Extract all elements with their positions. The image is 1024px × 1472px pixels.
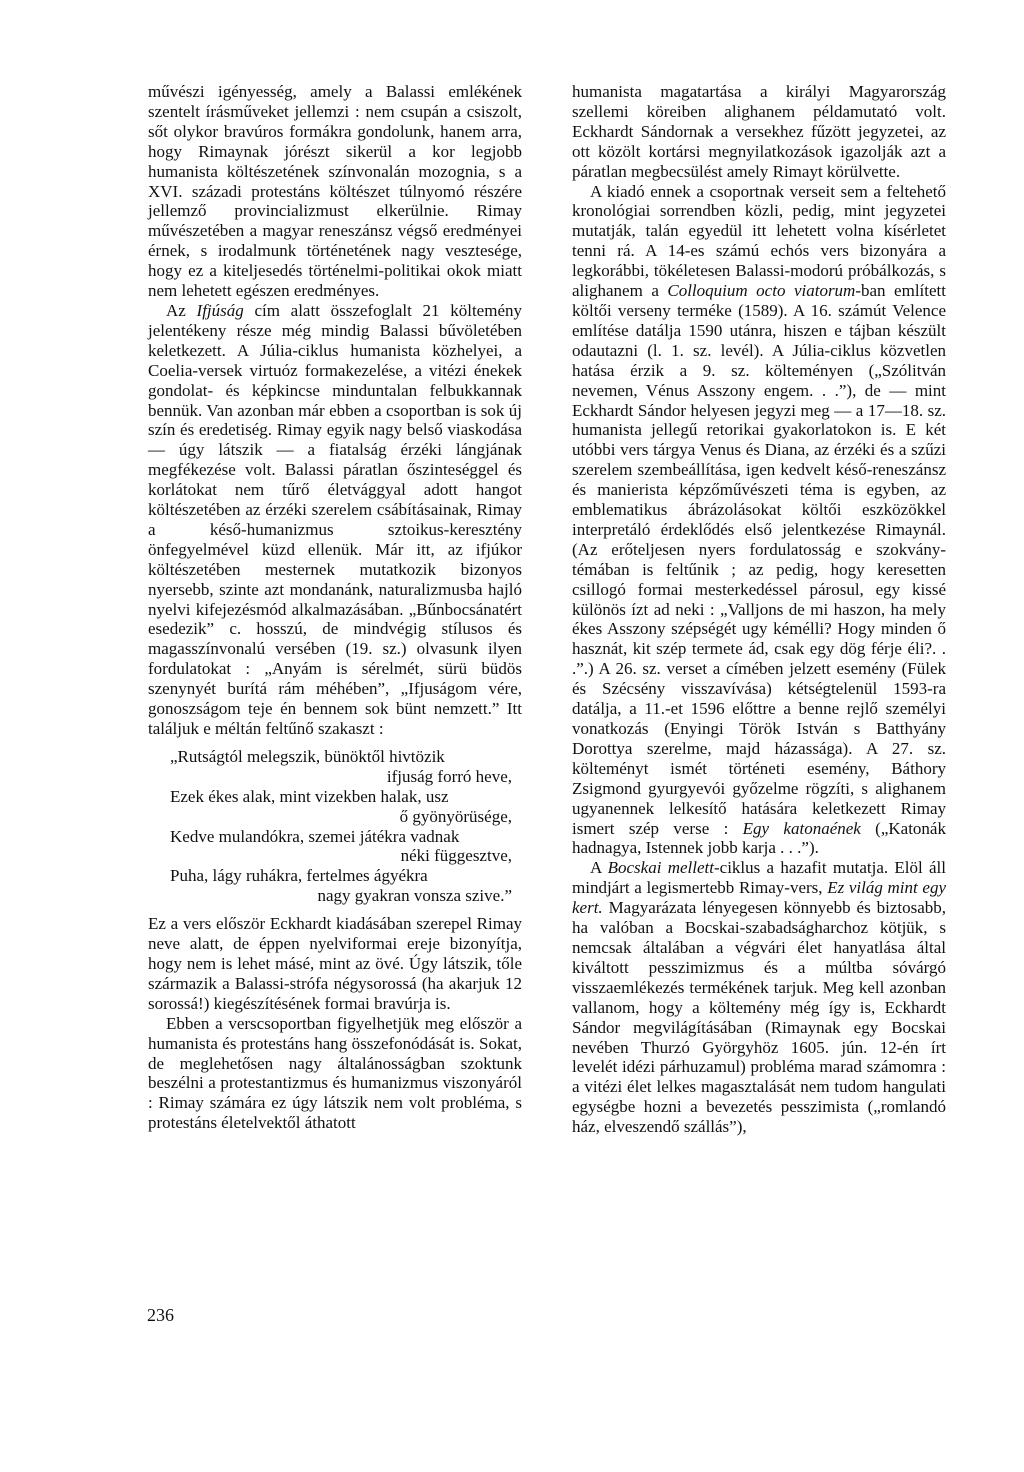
left-column — [148, 82, 522, 1133]
title-ez-vilag: Ez világ mint egy kert. — [572, 878, 946, 918]
title-bocskai-mellett: Bocskai mellett — [607, 858, 714, 878]
paragraph — [148, 301, 522, 739]
paragraph: művészi igényesség, amely a Balassi emlékének szentelt írásműveket jellemzi : nem csupán a csiszolt, sőt olykor bravúros formákra gondolunk, hanem arra, hogy Rimaynak jórészt sikerül a kor legjobb humanista költészetének színvonalán mozognia, s a XVI. századi protestáns költészet túlnyomó részére jellemző provincializmust elkerülnie. Rimay művészetében a magyar reneszánsz végső eredményei érnek, s irodalmunk történetének nagy vesztesége, hogy ez a kiteljesedés történelmi-politikai okok miatt nem lehetett egészen eredményes. — [148, 82, 522, 301]
right-column — [572, 82, 946, 1137]
text-run: cím alatt összefoglalt 21 költemény jelentékeny része még mindig Balassi bűvöletében keletkezett. A Júlia-ciklus humanista közhelyei, a Coelia-versek virtuóz formakezelése, a vitézi énekek gondolat- és képkincse minduntalan felbukkannak bennük. Van azonban már ebben a csoportban is sok új szín és eredetiség. Rimay egyik nagy belső viaskodása — úgy látszik — a fiatalság érzéki lángjának megfékezése volt. Balassi páratlan őszinteséggel és korlátokat nem tűrő életvággyal adott hangot költészetében az érzéki szerelem csábításainak, Rimay a késő-humanizmus sztoikus-keresztény önfegyelmével küzd ellenük. Már itt, az ifjúkor költészetében mesternek mutatkozik bizonyos nyersebb, szinte azt mondanánk, naturalizmusba hajló nyelvi kifejezésmód alkalmazásában. „Bűnbocsánatért esedezik” c. hosszú, de mindvégig stílusos és magasszínvonalú versében (19. sz.) olvasunk ilyen fordulatokat : „Anyám is sérelmét, sürü büdös szenynyét burítá rám méhében”, „Ifjuságom vére, gonoszságom teje én bennem sok bünt nemzett.” Itt találjuk e méltán feltűnő szakaszt : — [148, 300, 522, 738]
paragraph — [572, 858, 946, 1137]
poem-line: nagy gyakran vonsza szive.” — [317, 886, 512, 906]
poem-line: Ezek ékes alak, mint vizekben halak, usz — [170, 786, 449, 806]
text-run: A — [590, 858, 608, 878]
poem-quote — [170, 747, 522, 906]
text-run: Az — [166, 300, 197, 320]
text-run: Magyarázata lényegesen könnyebb és biztosabb, ha valóban a Bocskai-szabadságharchoz kötjük, s nemcsak általában a végvári élet hanyatlása által kiváltott pesszimizmus és a múltba sóvárgó visszaemlékezés termékének tarjuk. Meg kell azonban vallanom, hogy a költemény még így is, Eckhardt Sándor megvilágításában (Rimaynak egy Bocskai nevében Thurzó Györgyhöz 1605. jún. 12-én írt levelét idézi párhuzamul) probléma marad számomra : a vitézi élet lelkes magasztalását nem tudom hangulati egységbe hozni a bevezetés pesszimista („romlandó ház, elveszendő szállás”), — [572, 898, 946, 1137]
poem-line: Kedve mulandókra, szemei játékra vadnak — [170, 826, 460, 846]
paragraph — [572, 182, 946, 859]
paragraph: Ez a vers először Eckhardt kiadásában szerepel Rimay neve alatt, de éppen nyelviformai ereje bizonyítja, hogy nem is lehet másé, mint az övé. Úgy látszik, tőle származik a Balassi-strófa négysorossá (ha akarjuk 12 sorossá!) kiegészítésének formai bravúrja is. — [148, 914, 522, 1013]
poem-line: „Rutságtól melegszik, bünöktől hivtözik — [170, 746, 445, 766]
title-ifjusag: Ifjúság — [196, 300, 244, 320]
page-number: 236 — [147, 1305, 174, 1325]
poem-line: néki függesztve, — [400, 846, 512, 866]
poem-line: ő gyönyörüsége, — [399, 806, 512, 826]
title-katonaenek: Egy katonaének — [742, 818, 861, 838]
text-run: -ciklus a hazafit mutatja. Elöl áll mindjárt a legismertebb Rimay-vers, — [572, 858, 946, 898]
poem-line: Puha, lágy ruhákra, fertelmes ágyékra — [170, 866, 428, 886]
text-run: -ban említett költői verseny terméke (1589). A 16. számút Velence említése datálja 1590 utánra, hiszen e tájban készült odautazni (l. 1. sz. levél). A Júlia-ciklus közvetlen hatása érzik a 9. sz. költeményen („Szólitván nevemen, Vénus Asszony engem. . .”), de — mint Eckhardt Sándor helyesen jegyzi meg — a 17—18. sz. humanista jellegű retorikai gyakorlatokon is. E két utóbbi vers tárgya Venus és Diana, az érzéki és a szűzi szerelem szembeállítása, igen kedvelt késő-reneszánsz és manierista képzőművészeti téma is egyben, az emblematikus ábrázolásokat költői eszközökkel interpretáló érdeklődés első jelentkezése Rimaynál. (Az erőteljesen nyers fordulatosság e szokvány-témában is feltűnik ; az pedig, hogy keresetten csillogó formai mesterkedéssel párosul, egy kissé különös ízt ad neki : „Valljons de mi haszon, ha mely ékes Asszony szépségét ugy kémélli? Hogy minden ő hasznát, kit szép termete ád, csak egy dög férje éli?. . .”.) A 26. sz. verset a címében jelzett esemény (Fülek és Szécsény visszavívása) kétségtelenül 1593-ra datálja, a 11.-et 1596 előttre a benne rejlő személyi vonatkozás (Enyingi Török István s Batthyány Dorottya szerelme, majd házassága). A 27. sz. költeményt ismét történeti esemény, Báthory Zsigmond gyurgyevói győzelme rögzíti, s alighanem ugyanennek lelkesítő hatására keletkezett Rimay ismert szép verse : — [572, 281, 946, 838]
poem-line: ifjuság forró heve, — [386, 766, 512, 786]
text-run: („Katonák hadnagya, Istennek jobb karja . . .”). — [572, 818, 946, 858]
title-colloquium: Colloquium octo viatorum — [667, 281, 856, 301]
text-run: A kiadó ennek a csoportnak verseit sem a feltehető kronológiai sorrendben közli, pedig, mint jegyzetei mutatják, talán egyedül itt lehetett volna kísérletet tenni rá. A 14-es számú echós vers bizonyára a legkorábbi, tökéletesen Balassi-modorú próbálkozás, s alighanem a — [572, 181, 946, 301]
paragraph: humanista magatartása a királyi Magyarország szellemi köreiben alighanem példamutató volt. Eckhardt Sándornak a versekhez fűzött jegyzetei, az ott közölt kortársi megnyilatkozások igazolják azt a páratlan megbecsülést amely Rimayt körülvette. — [572, 82, 946, 181]
paragraph: Ebben a verscsoportban figyelhetjük meg először a humanista és protestáns hang összefonódását is. Sokat, de meglehetősen nagy általánosságban szoktunk beszélni a protestantizmus és humanizmus viszonyáról : Rimay számára ez úgy látszik nem volt probléma, s protestáns életelvektől áthatott — [148, 1013, 522, 1133]
